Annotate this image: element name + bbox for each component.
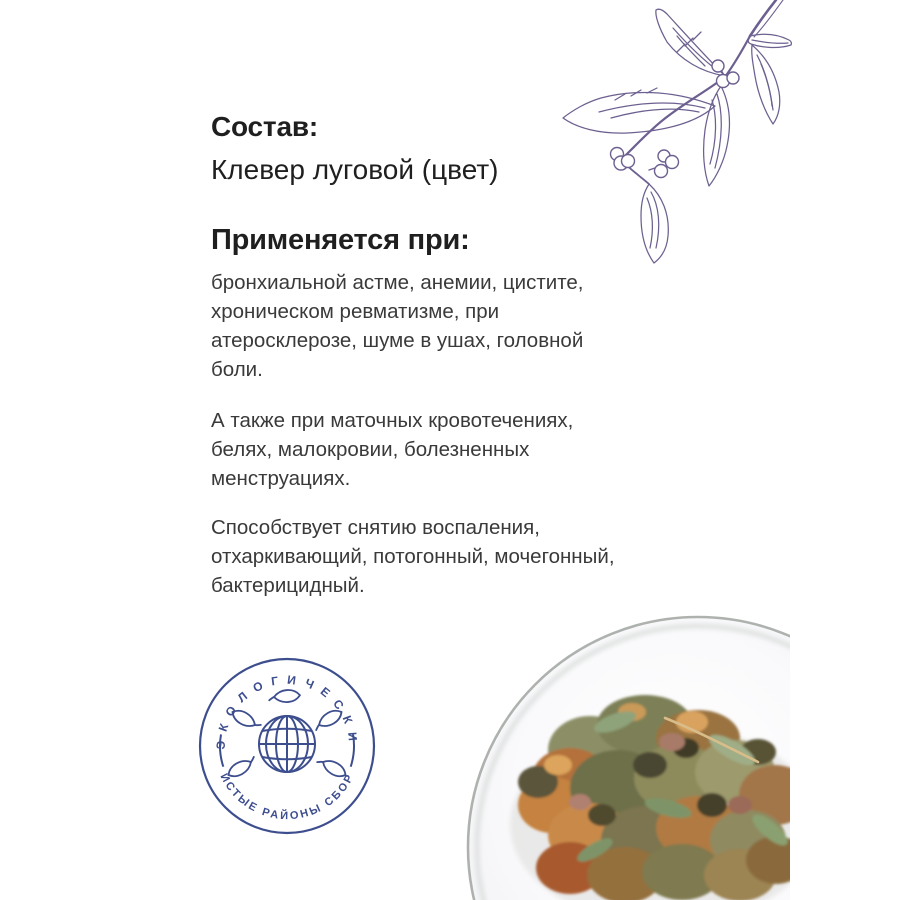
leaf-icon	[229, 707, 262, 733]
composition-ingredient: Клевер луговой (цвет)	[211, 154, 499, 185]
usage-paragraph-2: А также при маточных кровотечениях, белях, малокровии, болезненных менструациях.	[211, 409, 574, 490]
eco-stamp	[197, 656, 377, 836]
plant-branch-illustration	[555, 0, 795, 266]
leaf-icon	[312, 707, 345, 733]
leaf-icon	[225, 754, 258, 780]
composition-title: Состав:	[211, 111, 318, 142]
leaf-icon	[316, 754, 349, 780]
usage-paragraph-3: Способствует снятию воспаления, отхаркивающий, потогонный, мочегонный, бактерицидный.	[211, 516, 615, 597]
usage-title: Применяется при:	[211, 224, 470, 256]
branch-berries	[611, 60, 740, 178]
branch-leaves	[563, 9, 791, 263]
leaf-icon	[269, 689, 301, 703]
usage-paragraph-1: бронхиальной астме, анемии, цистите, хроническом ревматизме, при атеросклерозе, шуме в ушах, головной боли.	[211, 271, 584, 381]
product-photo	[440, 600, 790, 900]
globe-icon	[259, 716, 315, 772]
stamp-arc-text-top: ЭКОЛОГИЧЕСКИ	[213, 672, 361, 750]
stamp-arc-text-bottom: ИСТЫЕ РАЙОНЫ СБОР	[217, 771, 357, 823]
